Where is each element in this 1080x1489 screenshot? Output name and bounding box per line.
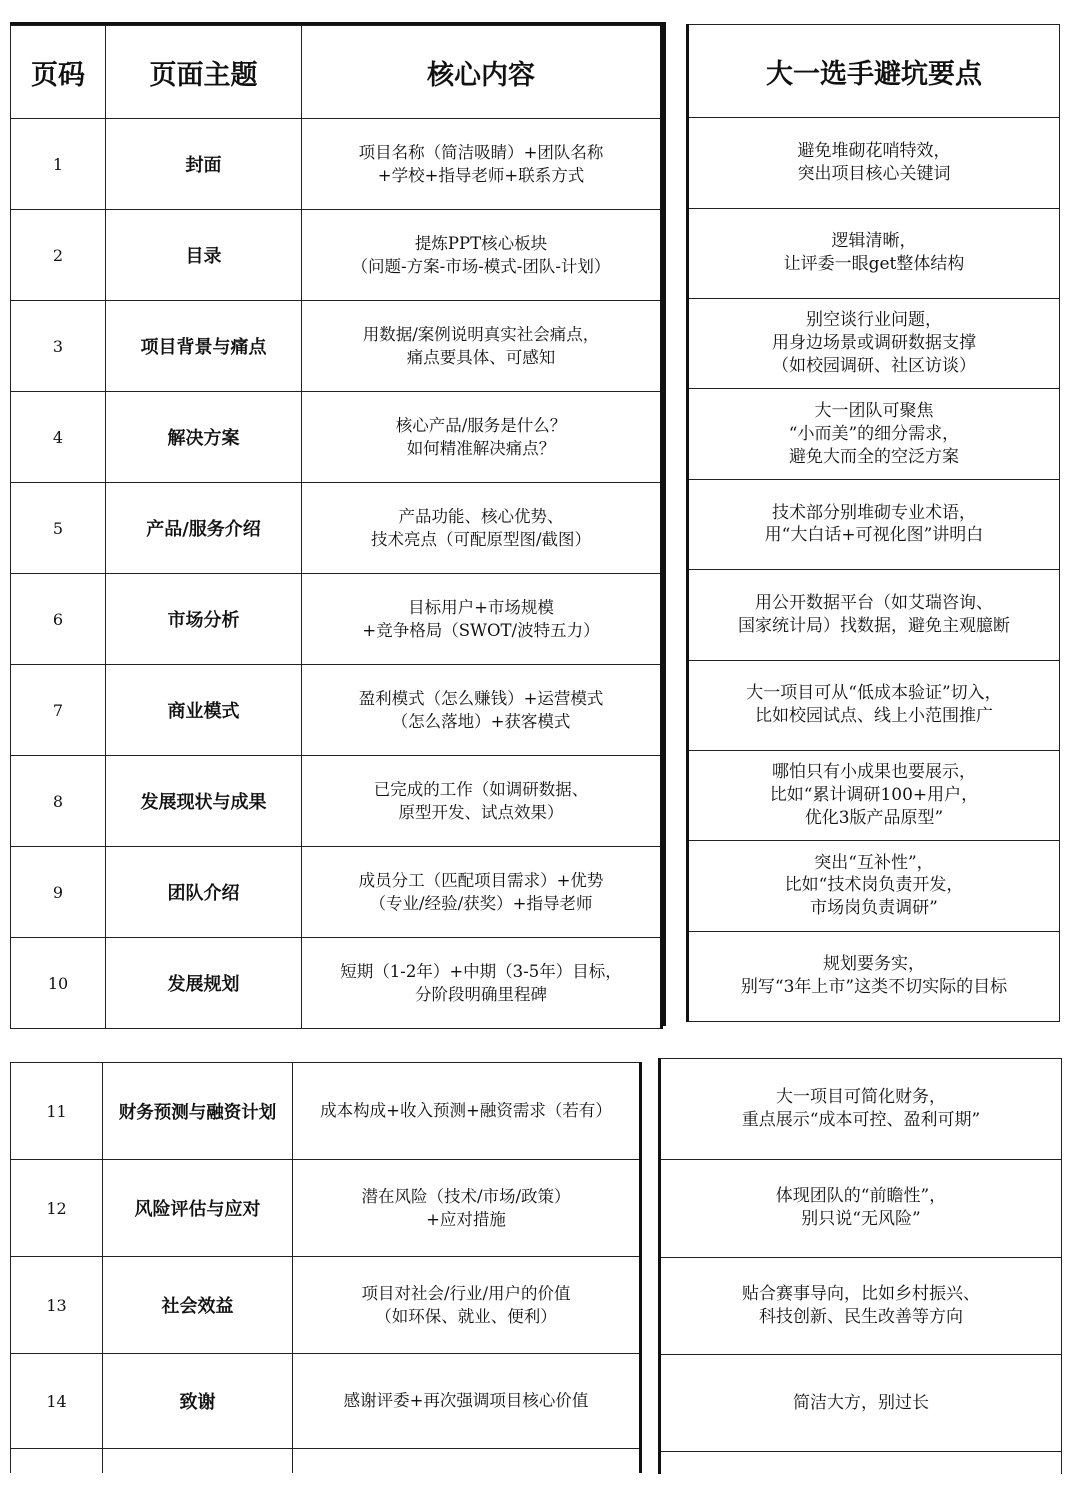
tips-table-bottom — [658, 1058, 1062, 1474]
core-content: 产品功能、核心优势、 技术亮点（可配原型图/截图） — [302, 483, 662, 574]
page-topic: 发展规划 — [106, 938, 302, 1029]
table-row — [11, 1257, 641, 1354]
tip-cell: 简洁大方，别过长 — [660, 1355, 1062, 1452]
page-number: 5 — [11, 483, 106, 574]
tip-cell: 体现团队的“前瞻性”， 别只说“无风险” — [660, 1159, 1062, 1257]
tip-cell: 突出“互补性”， 比如“技术岗负责开发， 市场岗负责调研” — [688, 841, 1060, 931]
empty-cell — [660, 1452, 1062, 1474]
tip-cell: 大一团队可聚焦 “小而美”的细分需求， 避免大而全的空泛方案 — [688, 389, 1060, 479]
core-content: 盈利模式（怎么赚钱）+运营模式 （怎么落地）+获客模式 — [302, 665, 662, 756]
main-table-top — [10, 22, 666, 1026]
header-content: 核心内容 — [302, 26, 662, 119]
empty-cell — [293, 1449, 641, 1473]
tip-cell: 用公开数据平台（如艾瑞咨询、 国家统计局）找数据，避免主观臆断 — [688, 570, 1060, 660]
page-number: 14 — [11, 1354, 103, 1449]
page-number: 12 — [11, 1160, 103, 1257]
page-number: 6 — [11, 574, 106, 665]
tip-cell: 哪怕只有小成果也要展示， 比如“累计调研100+用户， 优化3版产品原型” — [688, 750, 1060, 840]
tip-cell: 避免堆砌花哨特效， 突出项目核心关键词 — [688, 118, 1060, 208]
header-topic: 页面主题 — [106, 26, 302, 119]
page-number: 13 — [11, 1257, 103, 1354]
table-row — [11, 938, 662, 1029]
page-number: 3 — [11, 301, 106, 392]
core-content: 潜在风险（技术/市场/政策） +应对措施 — [293, 1160, 641, 1257]
tip-cell: 贴合赛事导向，比如乡村振兴、 科技创新、民生改善等方向 — [660, 1257, 1062, 1355]
table-row — [11, 119, 662, 210]
table-row — [11, 1354, 641, 1449]
page-number: 9 — [11, 847, 106, 938]
page-topic: 财务预测与融资计划 — [103, 1063, 293, 1160]
tip-cell: 别空谈行业问题， 用身边场景或调研数据支撑 （如校园调研、社区访谈） — [688, 299, 1060, 389]
table-row — [11, 301, 662, 392]
main-table-bottom — [10, 1062, 642, 1472]
page-topic: 项目背景与痛点 — [106, 301, 302, 392]
core-content: 项目对社会/行业/用户的价值 （如环保、就业、便利） — [293, 1257, 641, 1354]
empty-cell — [11, 1449, 103, 1473]
table-row-empty — [11, 1449, 641, 1473]
page-topic: 团队介绍 — [106, 847, 302, 938]
core-content: 提炼PPT核心板块 （问题-方案-市场-模式-团队-计划） — [302, 210, 662, 301]
tip-cell: 大一项目可从“低成本验证”切入， 比如校园试点、线上小范围推广 — [688, 660, 1060, 750]
page-number: 8 — [11, 756, 106, 847]
page-topic: 商业模式 — [106, 665, 302, 756]
table-row — [11, 574, 662, 665]
tip-cell: 技术部分别堆砌专业术语， 用“大白话+可视化图”讲明白 — [688, 479, 1060, 569]
table-row — [11, 756, 662, 847]
page-topic: 封面 — [106, 119, 302, 210]
core-content: 核心产品/服务是什么？ 如何精准解决痛点？ — [302, 392, 662, 483]
page-number: 1 — [11, 119, 106, 210]
header-page-no: 页码 — [11, 26, 106, 119]
page-topic: 致谢 — [103, 1354, 293, 1449]
page-topic: 风险评估与应对 — [103, 1160, 293, 1257]
header-tips: 大一选手避坑要点 — [688, 25, 1060, 118]
core-content: 用数据/案例说明真实社会痛点， 痛点要具体、可感知 — [302, 301, 662, 392]
page-number: 7 — [11, 665, 106, 756]
core-content: 短期（1-2年）+中期（3-5年）目标， 分阶段明确里程碑 — [302, 938, 662, 1029]
table-row — [11, 1160, 641, 1257]
page-number: 2 — [11, 210, 106, 301]
core-content: 已完成的工作（如调研数据、 原型开发、试点效果） — [302, 756, 662, 847]
page-number: 4 — [11, 392, 106, 483]
page-topic: 产品/服务介绍 — [106, 483, 302, 574]
page-number: 10 — [11, 938, 106, 1029]
page-topic: 发展现状与成果 — [106, 756, 302, 847]
table-row — [11, 665, 662, 756]
tip-cell: 规划要务实， 别写“3年上市”这类不切实际的目标 — [688, 931, 1060, 1021]
page-topic: 社会效益 — [103, 1257, 293, 1354]
core-content: 目标用户+市场规模 +竞争格局（SWOT/波特五力） — [302, 574, 662, 665]
core-content: 成本构成+收入预测+融资需求（若有） — [293, 1063, 641, 1160]
page-topic: 目录 — [106, 210, 302, 301]
empty-cell — [103, 1449, 293, 1473]
page-topic: 市场分析 — [106, 574, 302, 665]
table-row — [11, 210, 662, 301]
table-row — [11, 847, 662, 938]
tip-cell: 大一项目可简化财务， 重点展示“成本可控、盈利可期” — [660, 1059, 1062, 1160]
tip-cell: 逻辑清晰， 让评委一眼get整体结构 — [688, 208, 1060, 298]
table-row — [11, 483, 662, 574]
page-number: 11 — [11, 1063, 103, 1160]
table-row — [11, 392, 662, 483]
tips-table-top — [686, 24, 1060, 1022]
core-content: 感谢评委+再次强调项目核心价值 — [293, 1354, 641, 1449]
table-row — [11, 1063, 641, 1160]
page-topic: 解决方案 — [106, 392, 302, 483]
core-content: 项目名称（简洁吸睛）+团队名称 +学校+指导老师+联系方式 — [302, 119, 662, 210]
core-content: 成员分工（匹配项目需求）+优势 （专业/经验/获奖）+指导老师 — [302, 847, 662, 938]
